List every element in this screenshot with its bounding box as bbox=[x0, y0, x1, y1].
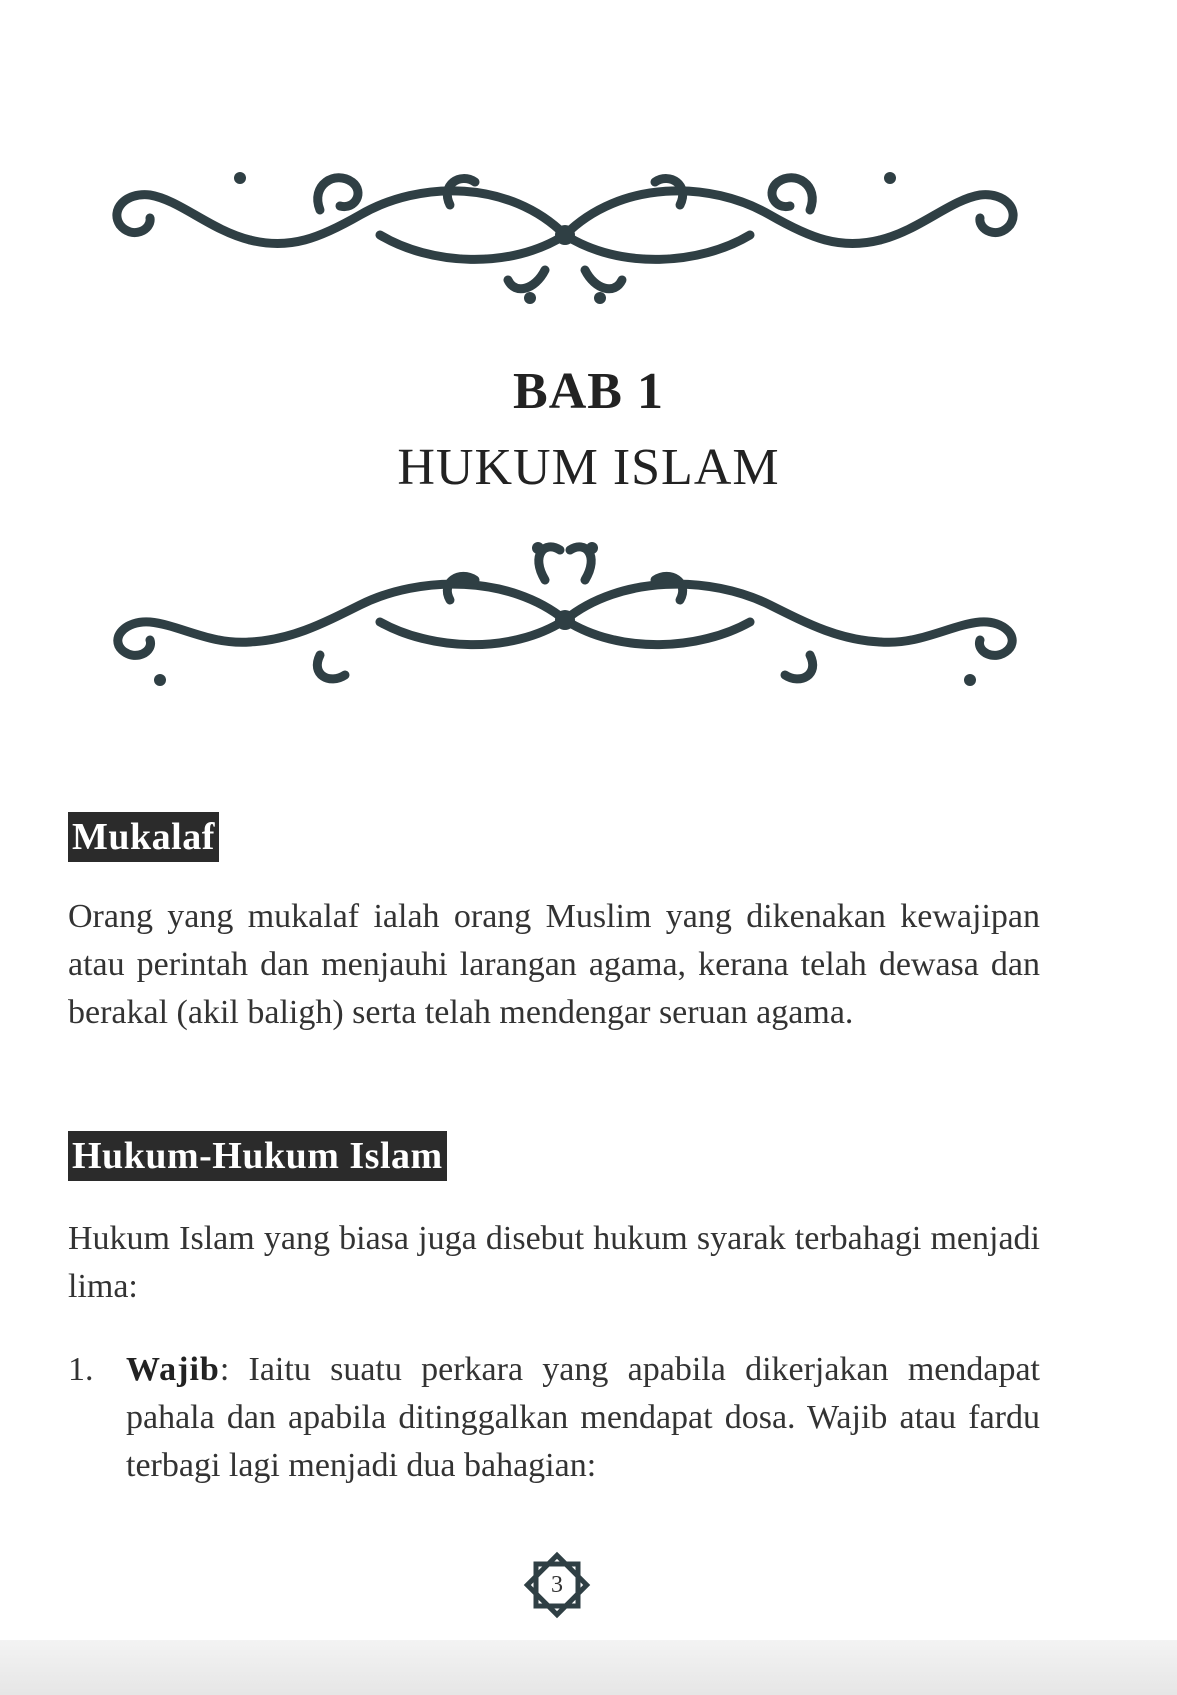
section-heading-mukalaf: Mukalaf bbox=[68, 812, 219, 862]
chapter-number: BAB 1 bbox=[513, 363, 664, 420]
footer-band bbox=[0, 1640, 1177, 1695]
section-paragraph-hukum-islam: Hukum Islam yang biasa juga disebut hukum syarak terbahagi menjadi lima: bbox=[68, 1220, 1040, 1305]
top-ornament bbox=[90, 140, 1040, 320]
page-number: 3 bbox=[551, 1572, 563, 1598]
chapter-title: HUKUM ISLAM bbox=[397, 439, 780, 496]
list-item-term: Wajib bbox=[126, 1351, 220, 1388]
bottom-ornament bbox=[90, 530, 1040, 710]
section-heading-hukum-islam: Hukum-Hukum Islam bbox=[68, 1131, 447, 1181]
list-item-text: : Iaitu suatu perkara yang apabila dikerjakan mendapat pahala dan apabila ditinggalkan mendapat dosa. Wajib atau fardu terbagi lagi menjadi dua bahagian: bbox=[126, 1351, 1040, 1484]
section-paragraph-mukalaf: Orang yang mukalaf ialah orang Muslim yang dikenakan kewajipan atau perintah dan menjauhi larangan agama, kerana telah dewasa dan berakal (akil baligh) serta telah mendengar seruan agama. bbox=[68, 898, 1040, 1031]
list-item bbox=[68, 1346, 1040, 1490]
list-item-number: 1. bbox=[68, 1351, 94, 1388]
list-item-body bbox=[126, 1346, 1040, 1490]
page-number-badge bbox=[522, 1550, 592, 1620]
